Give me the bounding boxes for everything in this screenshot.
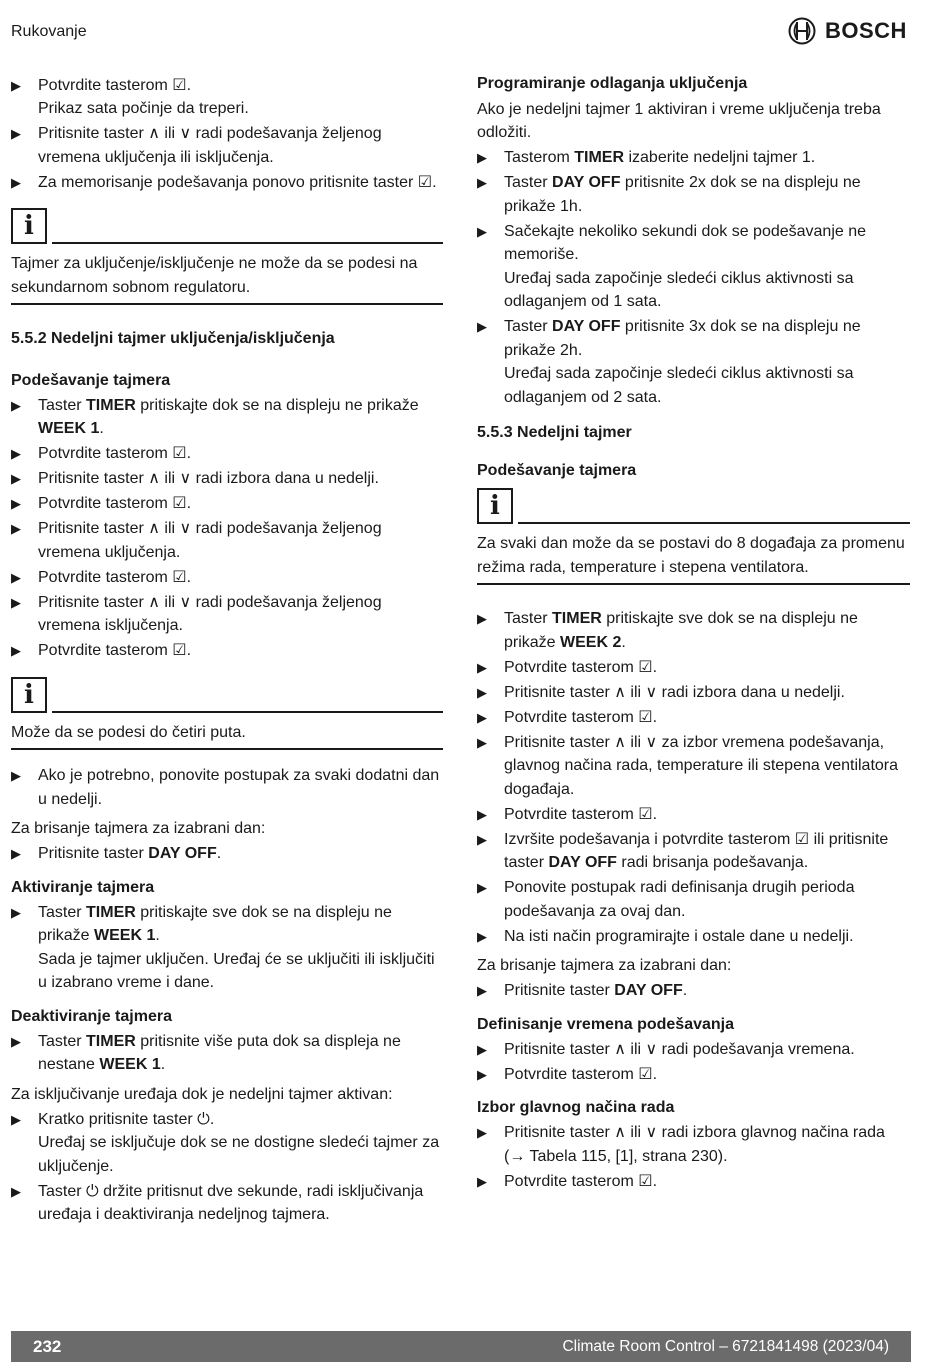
list-item: ▶ Potvrdite tasterom ☑.	[477, 706, 910, 730]
list-item: ▶ Taster DAY OFF pritisnite 3x dok se na displeju ne prikaže 2h. Uređaj sada započinje sledeći ciklus aktivnosti sa odlaganjem od 2 sata.	[477, 315, 910, 409]
paragraph: Za brisanje tajmera za izabrani dan:	[477, 957, 732, 974]
paragraph: Za isključivanje uređaja dok je nedeljni tajmer aktivan:	[11, 1085, 393, 1103]
list-item: ▶ Pritisnite taster DAY OFF.	[11, 842, 443, 866]
list-item: ▶ Potvrdite tasterom ☑.	[477, 803, 910, 827]
bullet-arrow-icon: ▶	[477, 659, 487, 675]
list-item: ▶ Izvršite podešavanja i potvrdite tasterom ☑ ili pritisnite taster DAY OFF radi brisanja podešavanja.	[477, 828, 910, 875]
list-item: ▶ Pritisnite taster ∧ ili ∨ za izbor vremena podešavanja, glavnog načina rada, temperature ili stepena ventilatora događaja.	[477, 731, 910, 802]
list-item: ▶ Ako je potrebno, ponovite postupak za svaki dodatni dan u nedelji.	[11, 764, 443, 811]
page-number: 232	[33, 1336, 62, 1356]
info-note-text: Za svaki dan može da se postavi do 8 događaja za promenu režima rada, temperature i stepena ventilatora.	[477, 524, 910, 585]
bosch-armature-icon	[788, 17, 816, 45]
info-note	[11, 675, 443, 751]
info-icon: i	[11, 208, 47, 244]
subsection-heading: Programiranje odlaganja uključenja	[477, 75, 748, 92]
section-heading: 5.5.2 Nedeljni tajmer uključenja/isključenja	[11, 330, 335, 347]
list-item: ▶ Taster TIMER pritiskajte sve dok se na displeju ne prikaže WEEK 1. Sada je tajmer uključen. Uređaj će se uključiti ili isključiti u izabrano vreme i dane.	[11, 901, 443, 995]
bullet-arrow-icon: ▶	[477, 319, 487, 334]
info-note-text: Može da se podesi do četiri puta.	[11, 713, 443, 751]
bullet-arrow-icon: ▶	[477, 928, 487, 944]
list-item: ▶ Potvrdite tasterom ☑.	[477, 1063, 910, 1087]
list-item: ▶ Pritisnite taster ∧ ili ∨ radi izbora dana u nedelji.	[11, 467, 443, 491]
list-item: ▶ Potvrdite tasterom ☑. Prikaz sata počinje da treperi.	[11, 74, 443, 121]
document-reference: Climate Room Control – 6721841498 (2023/04)	[562, 1337, 889, 1355]
list-item: ▶ Pritisnite taster ∧ ili ∨ radi podešavanja željenog vremena uključenja ili isključenja.	[11, 122, 443, 169]
info-note	[477, 486, 910, 585]
bullet-arrow-icon: ▶	[477, 983, 487, 998]
bullet-arrow-icon: ▶	[11, 904, 21, 920]
bullet-arrow-icon: ▶	[11, 446, 21, 461]
info-icon: i	[11, 677, 47, 713]
subsection-heading: Podešavanje tajmera	[11, 371, 171, 389]
list-item: ▶ Na isti način programirajte i ostale dane u nedelji.	[477, 925, 910, 949]
subsection-heading: Podešavanje tajmera	[477, 461, 637, 479]
bullet-arrow-icon: ▶	[477, 880, 487, 895]
bullet-arrow-icon: ▶	[477, 684, 487, 700]
page-footer	[11, 1331, 911, 1362]
subsection-heading: Izbor glavnog načina rada	[477, 1099, 675, 1116]
list-item: ▶ Potvrdite tasterom ☑.	[11, 492, 443, 516]
list-item: ▶ Tasterom TIMER izaberite nedeljni tajmer 1.	[477, 146, 910, 170]
header-section-title: Rukovanje	[11, 23, 87, 40]
list-item: ▶ Potvrdite tasterom ☑.	[477, 1170, 910, 1194]
subsection-heading: Aktiviranje tajmera	[11, 878, 155, 896]
bullet-arrow-icon: ▶	[11, 768, 21, 783]
list-item: ▶ Taster DAY OFF pritisnite 2x dok se na displeju ne prikaže 1h.	[477, 171, 910, 218]
left-column	[11, 72, 443, 1228]
list-item: ▶ Taster TIMER pritiskajte sve dok se na displeju ne prikaže WEEK 2.	[477, 607, 910, 654]
bullet-arrow-icon: ▶	[11, 471, 21, 486]
bullet-arrow-icon: ▶	[11, 846, 21, 861]
bullet-arrow-icon: ▶	[477, 734, 487, 750]
list-item: ▶ Kratko pritisnite taster ⏻. Uređaj se isključuje dok se ne dostigne sledeći tajmer za uključenje.	[11, 1108, 443, 1179]
bullet-arrow-icon: ▶	[477, 1125, 487, 1140]
bullet-arrow-icon: ▶	[477, 150, 487, 165]
paragraph: Ako je nedeljni tajmer 1 aktiviran i vreme uključenja treba odložiti.	[477, 100, 881, 141]
list-item: ▶ Potvrdite tasterom ☑.	[11, 442, 443, 466]
bullet-arrow-icon: ▶	[11, 1111, 21, 1127]
list-item: ▶ Potvrdite tasterom ☑.	[477, 656, 910, 680]
bullet-arrow-icon: ▶	[11, 1183, 21, 1199]
divider	[52, 242, 443, 244]
bullet-arrow-icon: ▶	[11, 496, 21, 511]
bullet-arrow-icon: ▶	[477, 806, 487, 822]
list-item: ▶ Za memorisanje podešavanja ponovo pritisnite taster ☑.	[11, 171, 443, 195]
info-note-text: Tajmer za uključenje/isključenje ne može da se podesi na sekundarnom sobnom regulatoru.	[11, 244, 443, 305]
info-icon: i	[477, 488, 513, 524]
subsection-heading: Definisanje vremena podešavanja	[477, 1015, 734, 1033]
bullet-arrow-icon: ▶	[11, 1033, 21, 1049]
brand-name: BOSCH	[825, 18, 907, 44]
subsection-heading: Deaktiviranje tajmera	[11, 1007, 172, 1025]
section-heading: 5.5.3 Nedeljni tajmer	[477, 424, 632, 441]
list-item: ▶ Sačekajte nekoliko sekundi dok se podešavanje ne memoriše. Uređaj sada započinje sledeći ciklus aktivnosti sa odlaganjem od 1 sata.	[477, 220, 910, 314]
bullet-arrow-icon: ▶	[11, 126, 21, 141]
bullet-arrow-icon: ▶	[11, 521, 21, 536]
bullet-arrow-icon: ▶	[11, 397, 21, 413]
bullet-arrow-icon: ▶	[11, 569, 21, 585]
bullet-arrow-icon: ▶	[477, 611, 487, 626]
bullet-arrow-icon: ▶	[11, 77, 21, 93]
list-item: ▶ Pritisnite taster ∧ ili ∨ radi izbora glavnog načina rada (→ Tabela 115, [1], strana 230).	[477, 1121, 910, 1168]
list-item: ▶ Pritisnite taster ∧ ili ∨ radi podešavanja željenog vremena isključenja.	[11, 591, 443, 638]
list-item: ▶ Taster ⏻ držite pritisnut dve sekunde, radi isključivanja uređaja i deaktiviranja nedeljnog tajmera.	[11, 1180, 443, 1227]
bullet-arrow-icon: ▶	[477, 1041, 487, 1057]
bullet-arrow-icon: ▶	[477, 831, 487, 847]
bullet-arrow-icon: ▶	[477, 223, 487, 239]
list-item: ▶ Pritisnite taster ∧ ili ∨ radi izbora dana u nedelji.	[477, 681, 910, 705]
list-item: ▶ Taster TIMER pritiskajte dok se na displeju ne prikaže WEEK 1.	[11, 394, 443, 441]
paragraph: Za brisanje tajmera za izabrani dan:	[11, 820, 266, 837]
right-column	[477, 72, 910, 1195]
list-item: ▶ Pritisnite taster DAY OFF.	[477, 979, 910, 1003]
divider	[518, 522, 910, 524]
bullet-arrow-icon: ▶	[477, 1173, 487, 1189]
list-item: ▶ Pritisnite taster ∧ ili ∨ radi podešavanja vremena.	[477, 1038, 910, 1062]
list-item: ▶ Pritisnite taster ∧ ili ∨ radi podešavanja željenog vremena uključenja.	[11, 517, 443, 564]
list-item: ▶ Potvrdite tasterom ☑.	[11, 566, 443, 590]
bullet-arrow-icon: ▶	[11, 594, 21, 610]
bullet-arrow-icon: ▶	[477, 709, 487, 725]
bullet-arrow-icon: ▶	[11, 174, 21, 190]
list-item: ▶ Ponovite postupak radi definisanja drugih perioda podešavanja za ovaj dan.	[477, 876, 910, 923]
list-item: ▶ Potvrdite tasterom ☑.	[11, 639, 443, 663]
list-item: ▶ Taster TIMER pritisnite više puta dok sa displeja ne nestane WEEK 1.	[11, 1030, 443, 1077]
bullet-arrow-icon: ▶	[11, 643, 21, 658]
divider	[52, 711, 443, 713]
info-note	[11, 206, 443, 305]
bullet-arrow-icon: ▶	[477, 175, 487, 190]
bullet-arrow-icon: ▶	[477, 1066, 487, 1082]
bosch-logo	[788, 17, 907, 45]
